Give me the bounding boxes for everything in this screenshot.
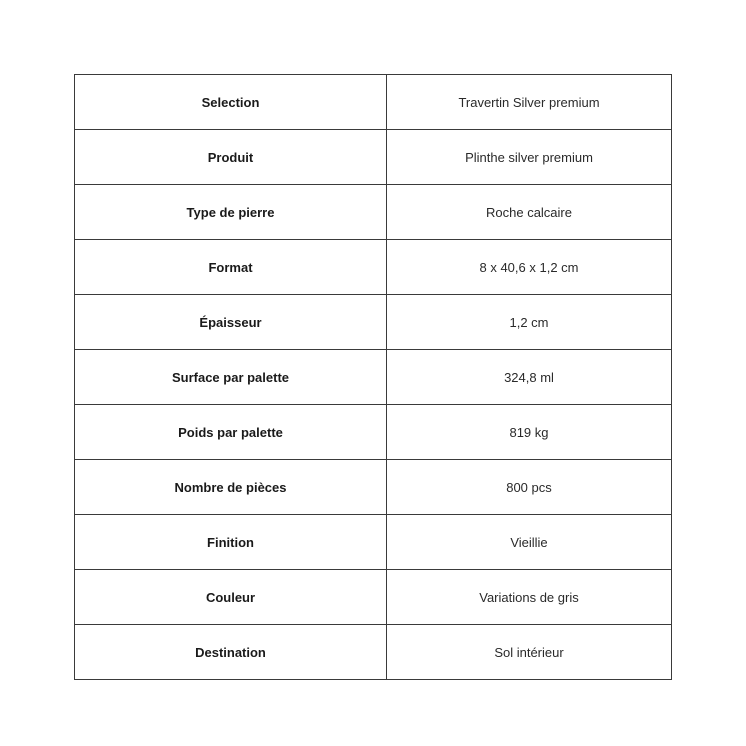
row-value: 819 kg [387,405,672,460]
row-label: Finition [75,515,387,570]
table-row [75,460,672,515]
row-label: Produit [75,130,387,185]
product-spec-table [74,74,672,680]
row-label: Type de pierre [75,185,387,240]
row-value: 800 pcs [387,460,672,515]
row-label: Épaisseur [75,295,387,350]
table-row [75,295,672,350]
table-row [75,75,672,130]
row-value: Variations de gris [387,570,672,625]
row-value: Sol intérieur [387,625,672,680]
row-label: Nombre de pièces [75,460,387,515]
table-row [75,240,672,295]
row-value: 8 x 40,6 x 1,2 cm [387,240,672,295]
row-value: Vieillie [387,515,672,570]
table-row [75,625,672,680]
table-row [75,570,672,625]
table-row [75,515,672,570]
table-row [75,405,672,460]
row-label: Surface par palette [75,350,387,405]
table-row [75,130,672,185]
row-value: Roche calcaire [387,185,672,240]
row-value: Plinthe silver premium [387,130,672,185]
row-label: Selection [75,75,387,130]
row-label: Couleur [75,570,387,625]
table-row [75,350,672,405]
row-label: Format [75,240,387,295]
row-value: 1,2 cm [387,295,672,350]
row-value: Travertin Silver premium [387,75,672,130]
row-label: Destination [75,625,387,680]
row-label: Poids par palette [75,405,387,460]
table-row [75,185,672,240]
row-value: 324,8 ml [387,350,672,405]
